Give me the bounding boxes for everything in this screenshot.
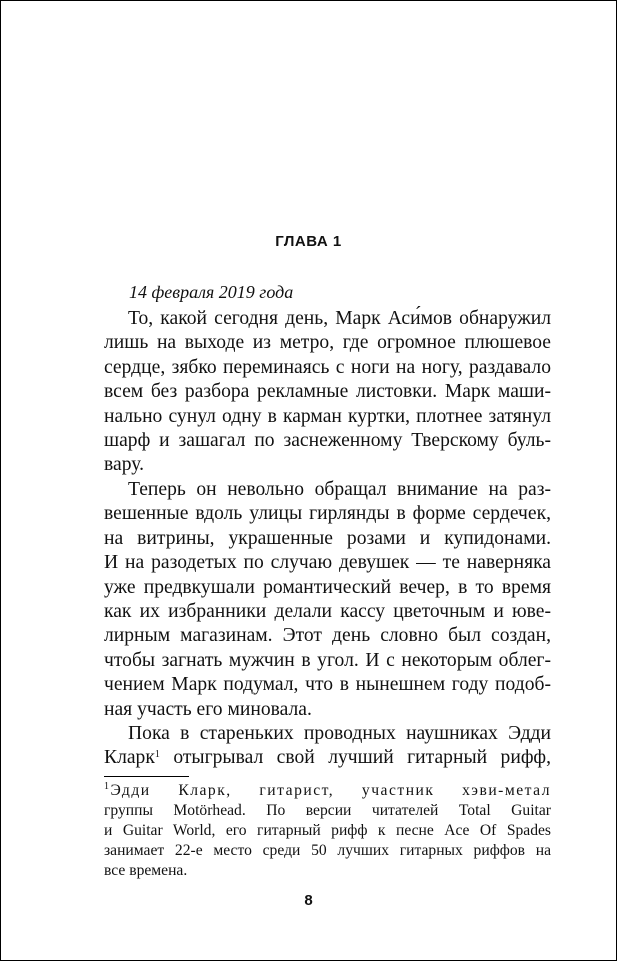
person-name: Кларк [104, 747, 155, 769]
footnote-line: группы Motörhead. По версии читателей Total Guitar [104, 802, 551, 819]
footnote-line: занимает 22-е место среди 50 лучших гитарных риффов на [104, 842, 551, 859]
footnote-mark: 1 [104, 781, 111, 792]
footnote-divider [104, 776, 189, 777]
paragraph-3 [104, 722, 551, 771]
text-line: как их избранники делали кассу цветочным и юве- [104, 600, 551, 622]
text-line: чтобы загнать мужчин в угол. И с некоторым облег- [104, 649, 551, 671]
text-line: на витрины, украшенные розами и купидонами. [104, 527, 551, 549]
chapter-date: 14 февраля 2019 года [129, 282, 294, 302]
text-line: лирным магазинам. Этот день словно был создан, [104, 625, 551, 647]
footnote-line: все времена. [104, 862, 188, 879]
footnote [104, 781, 551, 881]
text-line: Теперь он невольно обращал внимание на раз- [128, 479, 551, 500]
footnote-line: и Guitar World, его гитарный рифф к песне Ace Of Spades [104, 822, 551, 839]
text-line: сердце, зябко переминаясь с ноги на ногу, раздавало [104, 356, 551, 378]
text-line: ная участь его миновала. [104, 698, 312, 720]
text-line: И на разодетых по случаю девушек — те наверняка [104, 552, 551, 574]
chapter-title: ГЛАВА 1 [275, 233, 342, 250]
text-line: шарф и зашагал по заснеженному Тверскому буль- [104, 429, 551, 451]
text-line: вешенные вдоль улицы гирлянды в форме сердечек, [104, 503, 551, 525]
footnote-ref: 1 [154, 749, 160, 761]
paragraph-1 [104, 307, 551, 478]
text-line: уже предвкушали романтический вечер, в то время [104, 576, 551, 598]
paragraph-2 [104, 478, 551, 722]
text-line: вару. [104, 454, 144, 476]
page-number: 8 [304, 892, 313, 909]
text-line: нально сунул одну в карман куртки, плотнее затянул [104, 405, 551, 427]
text-line [104, 746, 551, 770]
footnote-text: Эдди Кларк, гитарист, участник хэви-метал [110, 782, 551, 799]
text-line: чением Марк подумал, что в нынешнем году подоб- [104, 674, 551, 696]
text-line: То, какой сегодня день, Марк Аси́мов обнаружил [128, 308, 551, 329]
footnote-line [104, 781, 551, 801]
text-line: всем без разбора рекламные листовки. Марк маши- [104, 381, 551, 403]
text-fragment: отыгрывал свой лучший гитарный рифф, [173, 747, 551, 769]
text-line: Пока в стареньких проводных наушниках Эдди [128, 723, 551, 744]
text-line: лишь на выходе из метро, где огромное плюшевое [104, 332, 551, 354]
